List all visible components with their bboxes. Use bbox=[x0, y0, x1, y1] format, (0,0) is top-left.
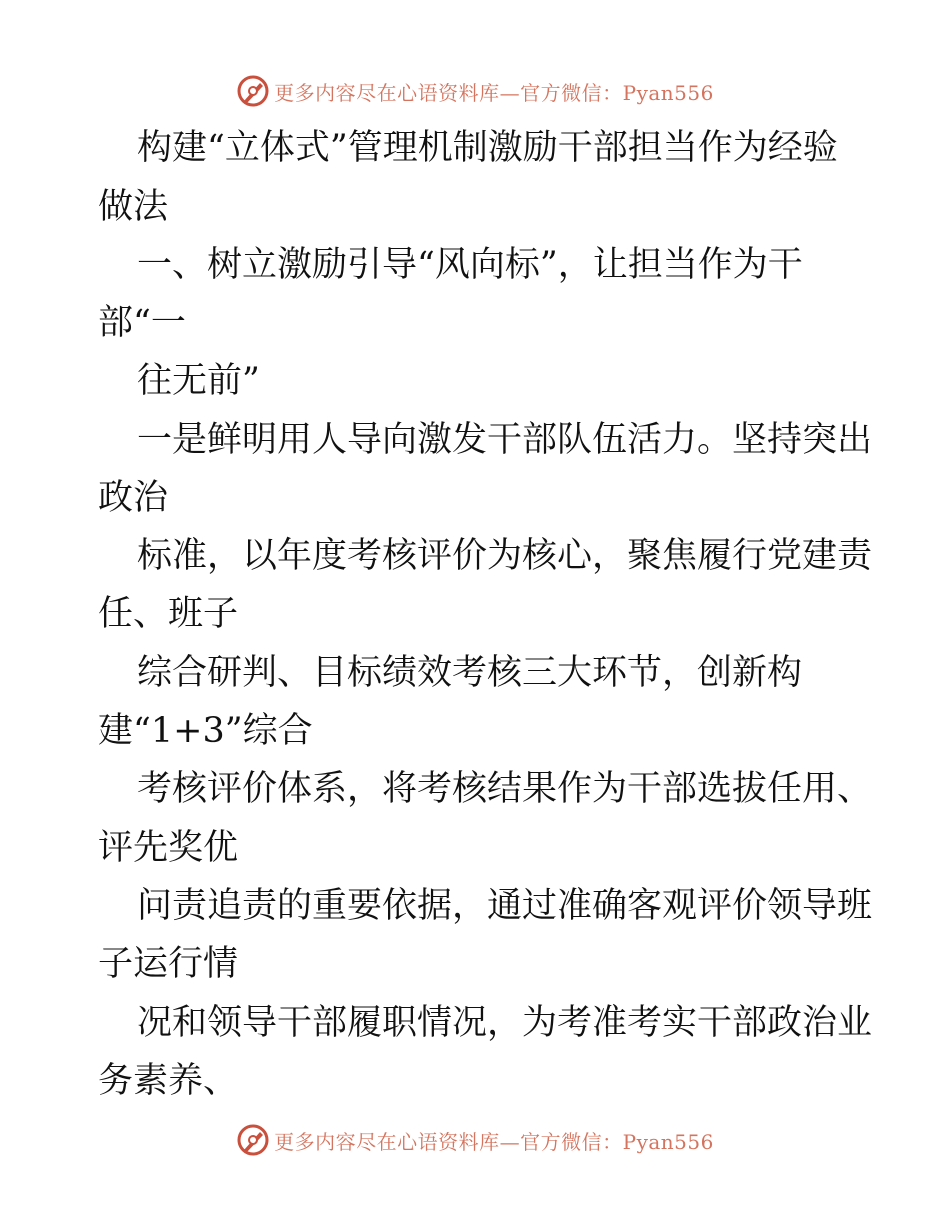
paragraph-line: 评先奖优 bbox=[98, 828, 239, 868]
paragraph-line: 子运行情 bbox=[98, 944, 239, 984]
paragraph-line: 况和领导干部履职情况，为考准考实干部政治业 bbox=[137, 1003, 873, 1043]
paragraph-line: 问责追责的重要依据，通过准确客观评价领导班 bbox=[137, 886, 873, 926]
paragraph-line: 务素养、 bbox=[98, 1061, 239, 1101]
footer-watermark bbox=[0, 1120, 950, 1160]
doc-title-line-1: 构建“立体式”管理机制激励干部担当作为经验 bbox=[137, 128, 838, 168]
watermark-text: 更多内容尽在心语资料库—官方微信：Pyan556 bbox=[274, 80, 714, 105]
heading-line-2: 部“一 bbox=[98, 303, 186, 343]
paragraph-line: 任、班子 bbox=[98, 594, 239, 634]
paragraph-line: 一是鲜明用人导向激发干部队伍活力。坚持突出 bbox=[137, 420, 873, 460]
doc-title-line-2: 做法 bbox=[98, 187, 169, 227]
quill-logo-icon bbox=[236, 1123, 270, 1157]
heading-line-1: 一、树立激励引导“风向标”，让担当作为干 bbox=[137, 245, 803, 285]
paragraph-line: 综合研判、目标绩效考核三大环节，创新构 bbox=[137, 653, 803, 693]
heading-line-3: 往无前” bbox=[137, 361, 260, 401]
paragraph-line: 考核评价体系，将考核结果作为干部选拔任用、 bbox=[137, 769, 873, 809]
watermark-text: 更多内容尽在心语资料库—官方微信：Pyan556 bbox=[274, 1129, 714, 1154]
paragraph-line: 政治 bbox=[98, 478, 169, 518]
paragraph-line: 标准，以年度考核评价为核心，聚焦履行党建责 bbox=[137, 536, 873, 576]
paragraph-line: 建“1+3”综合 bbox=[98, 711, 313, 751]
